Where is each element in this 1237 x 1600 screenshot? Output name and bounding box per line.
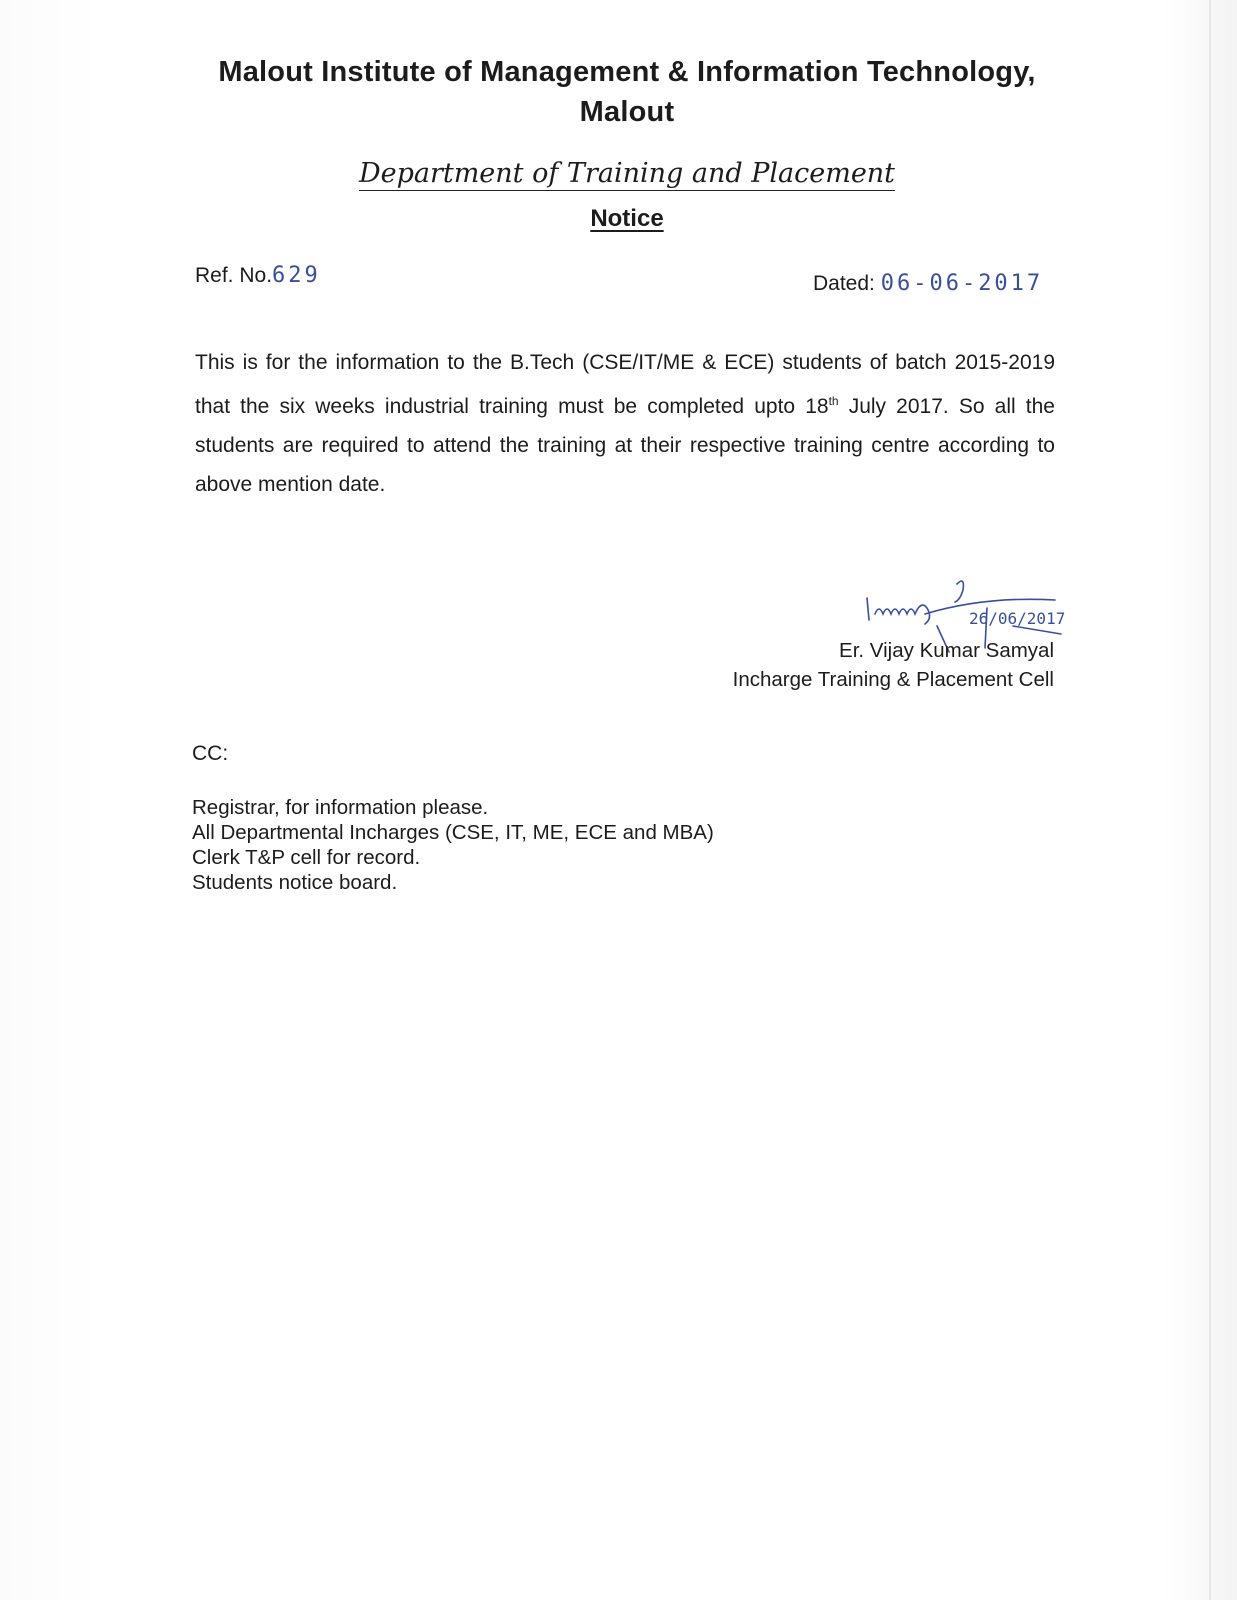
dated-label: Dated: <box>813 272 875 295</box>
notice-title: Notice <box>590 205 664 232</box>
signatory-designation: Incharge Training & Placement Cell <box>732 668 1054 691</box>
notice-body <box>195 343 1055 504</box>
notice-heading <box>0 203 1237 235</box>
signature-date: 26/06/2017 <box>969 609 1066 628</box>
dated-value: 06-06-2017 <box>880 271 1044 296</box>
reference-number <box>195 262 321 290</box>
dated <box>813 270 1043 298</box>
institute-title <box>0 52 1237 132</box>
cc-list <box>192 795 714 895</box>
cc-item: Clerk T&P cell for record. <box>192 846 421 869</box>
body-superscript: th <box>828 394 839 408</box>
institute-line-1: Malout Institute of Management & Information Technology, <box>218 56 1036 88</box>
ref-label: Ref. No. <box>195 264 273 287</box>
institute-line-2: Malout <box>579 96 675 128</box>
signatory-block <box>690 636 1054 694</box>
cc-item: Students notice board. <box>192 871 398 894</box>
ref-number: 629 <box>272 263 321 288</box>
department-name: Department of Training and Placement <box>358 158 896 189</box>
cc-item: Registrar, for information please. <box>192 796 489 819</box>
body-text-start: This is for the information to the B.Tech (CSE/IT/ME & ECE) students of batch 2015-2019 that the six weeks industrial training must be completed upto 18 <box>195 351 1055 418</box>
body-text-end: July 2017. So all the students are required to attend the training at their respective training centre according to above mention date. <box>195 395 1055 496</box>
department-title <box>0 155 1237 193</box>
cc-label: CC: <box>192 742 229 765</box>
cc-item: All Departmental Incharges (CSE, IT, ME, ECE and MBA) <box>192 821 714 844</box>
signatory-name: Er. Vijay Kumar Samyal <box>839 639 1054 662</box>
